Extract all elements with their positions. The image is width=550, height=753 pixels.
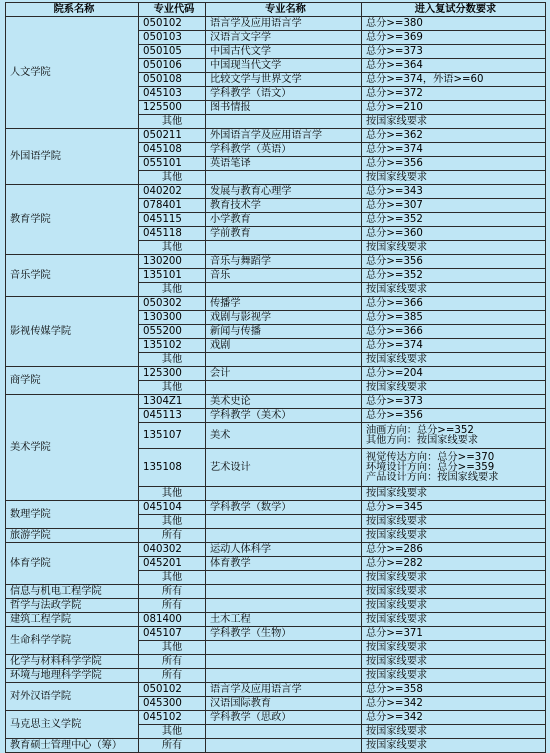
requirement-line: 按国家线要求 [366,283,428,295]
major-name-cell: 语言学及应用语言学 [206,17,362,31]
major-code-cell: 所有 [139,585,206,599]
requirement-cell [362,171,546,185]
major-name-cell [206,283,362,297]
major-code-cell: 055101 [139,157,206,171]
major-name-cell: 中国现当代文学 [206,59,362,73]
requirement-cell [362,381,546,395]
college-cell: 马克思主义学院 [6,711,139,739]
requirement-line: 产品设计方向：按国家线要求 [366,471,499,483]
major-name-cell [206,529,362,543]
major-name-cell: 学科教学（英语） [206,143,362,157]
major-name-cell: 土木工程 [206,613,362,627]
requirement-cell [362,213,546,227]
table-row [6,669,546,683]
table-body [6,17,546,753]
major-name-cell [206,353,362,367]
major-name-cell: 美术史论 [206,395,362,409]
major-name-cell: 学前教育 [206,227,362,241]
header-major: 专业名称 [206,3,362,17]
major-name-cell: 图书情报 [206,101,362,115]
requirement-cell [362,31,546,45]
major-name-cell: 运动人体科学 [206,543,362,557]
major-code-cell: 045115 [139,213,206,227]
major-code-cell: 135101 [139,269,206,283]
major-name-cell: 艺术设计 [206,449,362,487]
requirement-line: 总分>=352 [366,269,423,281]
major-name-cell: 语言学及应用语言学 [206,683,362,697]
major-code-cell: 其他 [139,571,206,585]
major-code-cell: 130300 [139,311,206,325]
requirement-line: 总分>=364 [366,59,423,71]
college-cell: 美术学院 [6,395,139,501]
table-row [6,529,546,543]
requirement-line: 按国家线要求 [366,599,428,611]
major-name-cell: 音乐与舞蹈学 [206,255,362,269]
requirement-line: 按国家线要求 [366,381,428,393]
college-cell: 外国语学院 [6,129,139,185]
major-code-cell: 050106 [139,59,206,73]
major-name-cell: 会计 [206,367,362,381]
table-row [6,395,546,409]
major-code-cell: 其他 [139,515,206,529]
header-college: 院系名称 [6,3,139,17]
table-row [6,599,546,613]
requirement-cell [362,725,546,739]
major-code-cell: 所有 [139,655,206,669]
requirement-cell [362,269,546,283]
table-row [6,367,546,381]
major-name-cell [206,487,362,501]
college-cell: 哲学与法政学院 [6,599,139,613]
requirement-line: 总分>=366 [366,297,423,309]
college-cell: 人文学院 [6,17,139,129]
major-name-cell: 美术 [206,423,362,449]
major-name-cell [206,241,362,255]
major-code-cell: 其他 [139,381,206,395]
requirement-cell [362,529,546,543]
major-name-cell: 中国古代文学 [206,45,362,59]
requirement-line: 总分>=380 [366,17,423,29]
major-name-cell: 汉语言文字学 [206,31,362,45]
major-code-cell: 050103 [139,31,206,45]
requirement-line: 视觉传达方向：总分>=370 [366,451,495,463]
requirement-line: 总分>=358 [366,683,423,695]
requirement-line: 按国家线要求 [366,655,428,667]
requirement-line: 总分>=356 [366,409,423,421]
major-code-cell: 045108 [139,143,206,157]
table-row [6,613,546,627]
requirement-cell [362,711,546,725]
requirement-cell [362,515,546,529]
table-row [6,627,546,641]
table-row [6,297,546,311]
requirement-line: 油画方向：总分>=352 [366,424,474,436]
table-row [6,711,546,725]
requirement-cell [362,627,546,641]
requirement-line: 按国家线要求 [366,529,428,541]
requirement-cell [362,227,546,241]
requirement-cell [362,697,546,711]
table-row [6,17,546,31]
major-code-cell: 其他 [139,171,206,185]
college-cell: 旅游学院 [6,529,139,543]
major-name-cell: 外国语言学及应用语言学 [206,129,362,143]
requirement-line: 按国家线要求 [366,171,428,183]
requirement-line: 总分>=356 [366,157,423,169]
major-code-cell: 130200 [139,255,206,269]
requirement-line: 总分>=282 [366,557,423,569]
major-code-cell: 055200 [139,325,206,339]
requirement-line: 总分>=371 [366,627,423,639]
requirement-cell [362,367,546,381]
requirement-cell [362,199,546,213]
major-code-cell: 050102 [139,17,206,31]
requirement-cell [362,543,546,557]
requirement-cell [362,185,546,199]
requirement-cell [362,423,546,449]
major-code-cell: 所有 [139,669,206,683]
requirement-cell [362,241,546,255]
college-cell: 体育学院 [6,543,139,585]
requirement-cell [362,585,546,599]
major-code-cell: 040302 [139,543,206,557]
requirement-cell [362,501,546,515]
requirement-cell [362,641,546,655]
major-name-cell [206,669,362,683]
major-code-cell: 125500 [139,101,206,115]
table-row [6,129,546,143]
requirement-cell [362,449,546,487]
requirement-line: 按国家线要求 [366,585,428,597]
requirement-cell [362,311,546,325]
requirement-line: 总分>=373 [366,395,423,407]
college-cell: 教育硕士管理中心（筹） [6,739,139,753]
header-row [6,3,546,17]
requirement-line: 总分>=374 [366,143,423,155]
table-row [6,683,546,697]
major-name-cell [206,655,362,669]
requirement-cell [362,571,546,585]
major-name-cell: 学科教学（美术） [206,409,362,423]
requirement-cell [362,353,546,367]
requirement-line: 总分>=374，外语>=60 [366,73,484,85]
requirement-cell [362,59,546,73]
table-row [6,543,546,557]
requirement-cell [362,45,546,59]
major-name-cell: 比较文学与世界文学 [206,73,362,87]
major-name-cell: 体育教学 [206,557,362,571]
college-cell: 影视传媒学院 [6,297,139,367]
requirement-cell [362,73,546,87]
major-code-cell: 其他 [139,115,206,129]
requirement-cell [362,487,546,501]
requirement-cell [362,557,546,571]
requirement-line: 总分>=286 [366,543,423,555]
requirement-line: 总分>=307 [366,199,423,211]
requirement-line: 总分>=343 [366,185,423,197]
requirement-cell [362,655,546,669]
college-cell: 对外汉语学院 [6,683,139,711]
major-name-cell [206,641,362,655]
major-code-cell: 其他 [139,487,206,501]
major-code-cell: 081400 [139,613,206,627]
major-name-cell: 汉语国际教育 [206,697,362,711]
requirement-line: 按国家线要求 [366,487,428,499]
table-row [6,185,546,199]
header-requirement: 进入复试分数要求 [362,3,546,17]
requirement-line: 按国家线要求 [366,353,428,365]
requirement-cell [362,87,546,101]
requirement-line: 其他方向：按国家线要求 [366,434,479,446]
requirement-line: 按国家线要求 [366,571,428,583]
requirement-cell [362,157,546,171]
table-row [6,585,546,599]
major-code-cell: 其他 [139,353,206,367]
requirement-cell [362,395,546,409]
major-name-cell [206,585,362,599]
major-code-cell: 135102 [139,339,206,353]
major-code-cell: 其他 [139,641,206,655]
major-code-cell: 其他 [139,241,206,255]
major-name-cell [206,515,362,529]
major-name-cell: 戏剧与影视学 [206,311,362,325]
major-code-cell: 050108 [139,73,206,87]
major-name-cell: 新闻与传播 [206,325,362,339]
requirement-line: 总分>=385 [366,311,423,323]
requirement-line: 总分>=373 [366,45,423,57]
college-cell: 商学院 [6,367,139,395]
requirement-cell [362,409,546,423]
requirement-line: 总分>=204 [366,367,423,379]
major-code-cell: 135107 [139,423,206,449]
requirement-line: 按国家线要求 [366,669,428,681]
major-name-cell [206,739,362,753]
major-name-cell: 发展与教育心理学 [206,185,362,199]
requirement-line: 总分>=342 [366,697,423,709]
major-name-cell: 学科教学（语文） [206,87,362,101]
major-code-cell: 040202 [139,185,206,199]
major-code-cell: 078401 [139,199,206,213]
major-code-cell: 所有 [139,529,206,543]
major-name-cell: 英语笔译 [206,157,362,171]
major-name-cell [206,381,362,395]
requirement-cell [362,17,546,31]
requirement-line: 总分>=210 [366,101,423,113]
requirement-cell [362,143,546,157]
major-name-cell [206,171,362,185]
major-code-cell: 125300 [139,367,206,381]
requirement-line: 总分>=366 [366,325,423,337]
college-cell: 教育学院 [6,185,139,255]
college-cell: 化学与材料科学学院 [6,655,139,669]
table-row [6,739,546,753]
major-code-cell: 045113 [139,409,206,423]
table-row [6,255,546,269]
requirement-cell [362,599,546,613]
major-code-cell: 其他 [139,725,206,739]
major-code-cell: 045107 [139,627,206,641]
major-name-cell [206,599,362,613]
major-code-cell: 045104 [139,501,206,515]
college-cell: 音乐学院 [6,255,139,297]
college-cell: 生命科学学院 [6,627,139,655]
major-name-cell: 小学教育 [206,213,362,227]
requirement-line: 总分>=352 [366,213,423,225]
requirement-cell [362,669,546,683]
major-name-cell: 学科教学（思政） [206,711,362,725]
requirement-cell [362,255,546,269]
requirement-cell [362,739,546,753]
requirement-line: 按国家线要求 [366,739,428,751]
requirement-cell [362,129,546,143]
major-code-cell: 045102 [139,711,206,725]
requirement-line: 按国家线要求 [366,115,428,127]
major-name-cell [206,725,362,739]
header-code: 专业代码 [139,3,206,17]
major-code-cell: 135108 [139,449,206,487]
requirement-line: 总分>=369 [366,31,423,43]
major-name-cell: 戏剧 [206,339,362,353]
requirement-line: 总分>=374 [366,339,423,351]
requirement-line: 按国家线要求 [366,641,428,653]
admission-score-table [5,2,546,753]
requirement-line: 总分>=345 [366,501,423,513]
major-code-cell: 050302 [139,297,206,311]
requirement-line: 按国家线要求 [366,725,428,737]
major-name-cell: 音乐 [206,269,362,283]
requirement-line: 按国家线要求 [366,515,428,527]
major-code-cell: 050211 [139,129,206,143]
requirement-line: 总分>=362 [366,129,423,141]
major-code-cell: 1304Z1 [139,395,206,409]
major-code-cell: 所有 [139,599,206,613]
requirement-line: 总分>=360 [366,227,423,239]
requirement-cell [362,115,546,129]
major-code-cell: 所有 [139,739,206,753]
major-code-cell: 045118 [139,227,206,241]
major-name-cell [206,571,362,585]
requirement-line: 总分>=342 [366,711,423,723]
requirement-cell [362,297,546,311]
major-code-cell: 045201 [139,557,206,571]
college-cell: 建筑工程学院 [6,613,139,627]
requirement-line: 按国家线要求 [366,241,428,253]
major-name-cell: 传播学 [206,297,362,311]
requirement-line: 总分>=372 [366,87,423,99]
major-code-cell: 050102 [139,683,206,697]
requirement-line: 总分>=356 [366,255,423,267]
requirement-line: 按国家线要求 [366,613,428,625]
requirement-cell [362,325,546,339]
college-cell: 信息与机电工程学院 [6,585,139,599]
major-code-cell: 045300 [139,697,206,711]
major-code-cell: 其他 [139,283,206,297]
requirement-cell [362,339,546,353]
college-cell: 环境与地理科学学院 [6,669,139,683]
major-name-cell: 学科教学（生物） [206,627,362,641]
major-name-cell: 教育技术学 [206,199,362,213]
requirement-cell [362,283,546,297]
major-name-cell: 学科教学（数学） [206,501,362,515]
college-cell: 数理学院 [6,501,139,529]
major-name-cell [206,115,362,129]
major-code-cell: 050105 [139,45,206,59]
major-code-cell: 045103 [139,87,206,101]
requirement-cell [362,683,546,697]
requirement-line: 环境设计方向：总分>=359 [366,461,495,473]
table-row [6,501,546,515]
table-row [6,655,546,669]
requirement-cell [362,613,546,627]
requirement-cell [362,101,546,115]
